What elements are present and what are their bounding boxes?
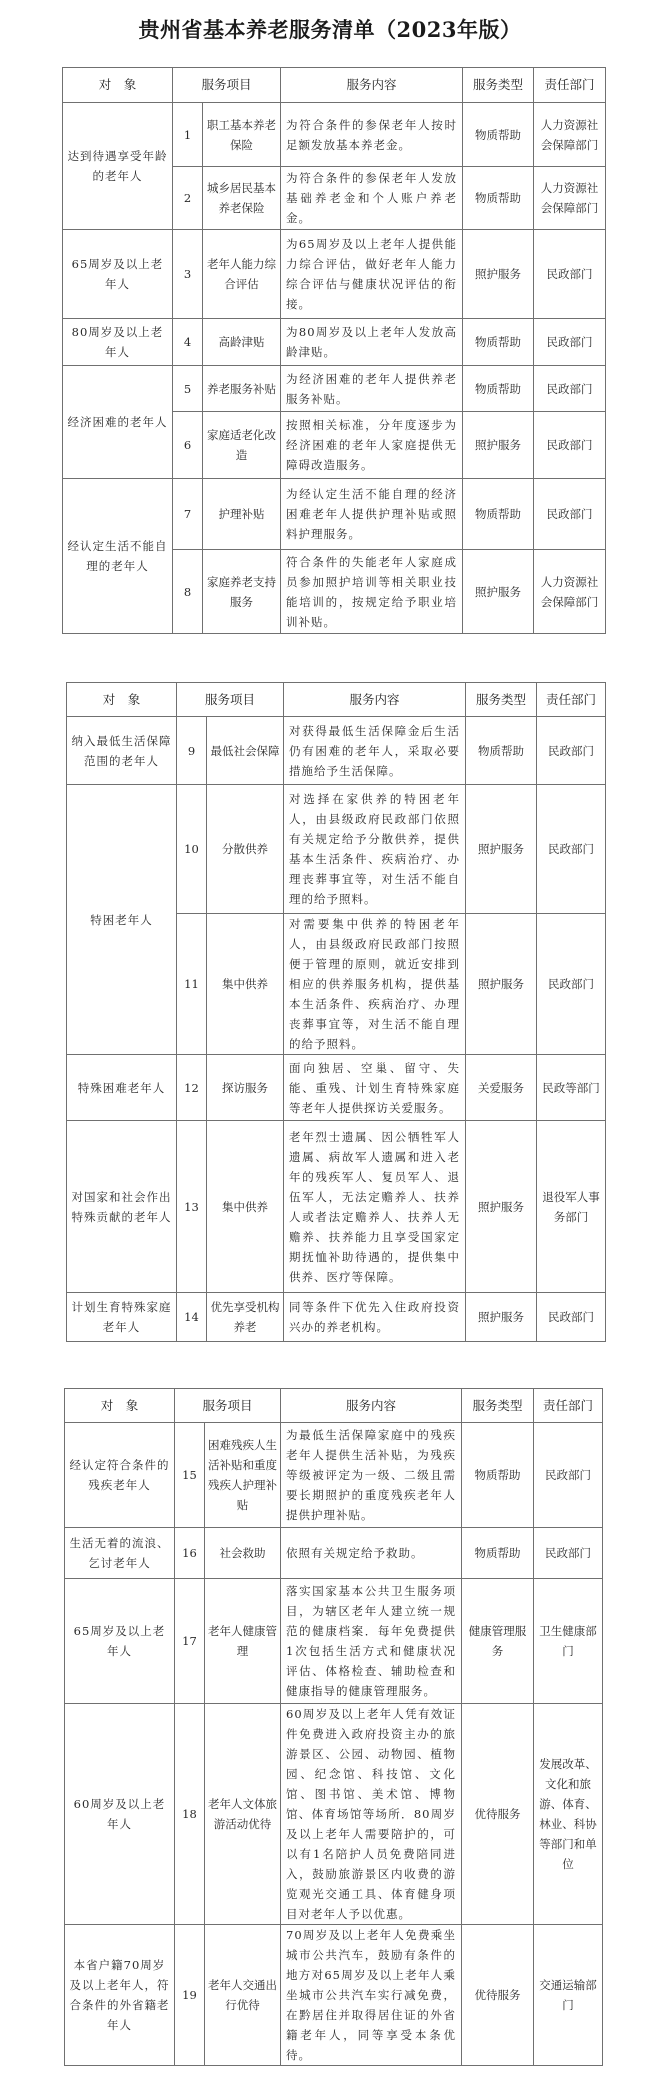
item-number: 9 xyxy=(177,717,207,785)
subject-cell: 对国家和社会作出特殊贡献的老年人 xyxy=(67,1121,177,1293)
item-name: 集中供养 xyxy=(207,1121,284,1293)
item-content: 对需要集中供养的特困老年人，由县级政府民政部门按照便于管理的原则，就近安排到相应的供养服务机构，提供基本生活条件、疾病治疗、办理丧葬事宜等，对生活不能自理的给予照料。 xyxy=(284,914,466,1055)
item-dept: 民政部门 xyxy=(537,785,606,914)
item-name: 老年人健康管理 xyxy=(205,1579,281,1704)
item-type: 物质帮助 xyxy=(462,1528,534,1579)
header-dept: 责任部门 xyxy=(534,68,606,103)
subject-cell: 生活无着的流浪、乞讨老年人 xyxy=(65,1528,175,1579)
item-number: 8 xyxy=(173,550,203,634)
item-number: 5 xyxy=(173,366,203,412)
item-content: 依照有关规定给予救助。 xyxy=(281,1528,462,1579)
item-dept: 人力资源社会保障部门 xyxy=(534,550,606,634)
item-name: 探访服务 xyxy=(207,1055,284,1121)
header-dept: 责任部门 xyxy=(534,1389,603,1423)
subject-cell: 经认定生活不能自理的老年人 xyxy=(63,479,173,634)
table-row xyxy=(63,103,606,167)
item-content: 为经认定生活不能自理的经济困难老年人提供护理补贴或照料护理服务。 xyxy=(281,479,463,550)
table-row xyxy=(67,717,606,785)
table-header-row xyxy=(63,68,606,103)
item-type: 关爱服务 xyxy=(466,1055,537,1121)
item-type: 照护服务 xyxy=(463,412,534,479)
item-content: 70周岁及以上老年人免费乘坐城市公共汽车，鼓励有条件的地方对65周岁及以上老年人乘坐城市公共汽车实行减免费，在黔居住并取得居住证的外省籍老年人，同等享受本条优待。 xyxy=(281,1925,462,2066)
item-name: 老年人文体旅游活动优待 xyxy=(205,1704,281,1925)
item-name: 老年人能力综合评估 xyxy=(203,230,281,319)
item-content: 对选择在家供养的特困老年人，由县级政府民政部门依照有关规定给予分散供养，提供基本生活条件、疾病治疗、办理丧葬事宜等，对生活不能自理的给予照料。 xyxy=(284,785,466,914)
item-dept: 民政等部门 xyxy=(537,1055,606,1121)
table-header-row xyxy=(65,1389,603,1423)
table-header-row xyxy=(67,683,606,717)
table-row xyxy=(63,479,606,550)
item-type: 物质帮助 xyxy=(463,103,534,167)
subject-cell: 80周岁及以上老年人 xyxy=(63,319,173,366)
item-name: 老年人交通出行优待 xyxy=(205,1925,281,2066)
item-type: 物质帮助 xyxy=(463,319,534,366)
item-dept: 退役军人事务部门 xyxy=(537,1121,606,1293)
item-dept: 民政部门 xyxy=(534,1423,603,1528)
header-type: 服务类型 xyxy=(466,683,537,717)
table-row xyxy=(67,1293,606,1342)
table-row xyxy=(65,1423,603,1528)
item-name: 养老服务补贴 xyxy=(203,366,281,412)
subject-cell: 特殊困难老年人 xyxy=(67,1055,177,1121)
item-number: 1 xyxy=(173,103,203,167)
table-row xyxy=(65,1528,603,1579)
table-row xyxy=(63,366,606,412)
page-title: 贵州省基本养老服务清单（2023年版） xyxy=(138,17,522,42)
item-name: 优先享受机构养老 xyxy=(207,1293,284,1342)
header-type: 服务类型 xyxy=(463,68,534,103)
item-number: 6 xyxy=(173,412,203,479)
item-content: 符合条件的失能老年人家庭成员参加照护培训等相关职业技能培训的，按规定给予职业培训补贴。 xyxy=(281,550,463,634)
item-name: 城乡居民基本养老保险 xyxy=(203,167,281,230)
table-row xyxy=(67,1055,606,1121)
item-type: 物质帮助 xyxy=(466,717,537,785)
item-dept: 民政部门 xyxy=(537,1293,606,1342)
item-content: 按照相关标准，分年度逐步为经济困难的老年人家庭提供无障碍改造服务。 xyxy=(281,412,463,479)
item-content: 同等条件下优先入住政府投资兴办的养老机构。 xyxy=(284,1293,466,1342)
subject-cell: 60周岁及以上老年人 xyxy=(65,1704,175,1925)
header-item: 服务项目 xyxy=(175,1389,281,1423)
header-subject: 对 象 xyxy=(67,683,177,717)
item-number: 13 xyxy=(177,1121,207,1293)
subject-cell: 计划生育特殊家庭老年人 xyxy=(67,1293,177,1342)
item-type: 物质帮助 xyxy=(463,479,534,550)
item-type: 照护服务 xyxy=(466,1293,537,1342)
header-dept: 责任部门 xyxy=(537,683,606,717)
header-content: 服务内容 xyxy=(281,68,463,103)
item-dept: 人力资源社会保障部门 xyxy=(534,103,606,167)
item-name: 职工基本养老保险 xyxy=(203,103,281,167)
subject-cell: 本省户籍70周岁及以上老年人，符合条件的外省籍老年人 xyxy=(65,1925,175,2066)
item-content: 60周岁及以上老年人凭有效证件免费进入政府投资主办的旅游景区、公园、动物园、植物园、纪念馆、科技馆、文化馆、图书馆、美术馆、博物馆、体育场馆等场所．80周岁及以上老年人需要陪护的，可以有1名陪护人员免费陪同进入，鼓励旅游景区内收费的游览观光交通工具、体育健身项目对老年人予以优惠。 xyxy=(281,1704,462,1925)
item-content: 老年烈士遗属、因公牺牲军人遗属、病故军人遗属和进入老年的残疾军人、复员军人、退伍军人，无法定赡养人、扶养人或者法定赡养人、扶养人无赡养、扶养能力且享受国家定期抚恤补助待遇的，提供集中供养、医疗等保障。 xyxy=(284,1121,466,1293)
header-item: 服务项目 xyxy=(173,68,281,103)
header-content: 服务内容 xyxy=(281,1389,462,1423)
item-number: 17 xyxy=(175,1579,205,1704)
item-name: 困难残疾人生活补贴和重度残疾人护理补贴 xyxy=(205,1423,281,1528)
item-content: 面向独居、空巢、留守、失能、重残、计划生育特殊家庭等老年人提供探访关爱服务。 xyxy=(284,1055,466,1121)
item-content: 对获得最低生活保障金后生活仍有困难的老年人，采取必要措施给予生活保障。 xyxy=(284,717,466,785)
item-content: 为65周岁及以上老年人提供能力综合评估，做好老年人能力综合评估与健康状况评估的衔接。 xyxy=(281,230,463,319)
item-dept: 交通运输部门 xyxy=(534,1925,603,2066)
item-content: 为80周岁及以上老年人发放高龄津贴。 xyxy=(281,319,463,366)
subject-cell: 纳入最低生活保障范围的老年人 xyxy=(67,717,177,785)
service-table-2 xyxy=(66,682,606,1342)
item-type: 优待服务 xyxy=(462,1925,534,2066)
item-dept: 民政部门 xyxy=(537,717,606,785)
item-name: 家庭适老化改造 xyxy=(203,412,281,479)
item-number: 16 xyxy=(175,1528,205,1579)
item-dept: 民政部门 xyxy=(534,319,606,366)
item-dept: 人力资源社会保障部门 xyxy=(534,167,606,230)
subject-cell: 经济困难的老年人 xyxy=(63,366,173,479)
item-dept: 卫生健康部门 xyxy=(534,1579,603,1704)
header-subject: 对 象 xyxy=(63,68,173,103)
item-dept: 民政部门 xyxy=(537,914,606,1055)
table-row xyxy=(65,1579,603,1704)
subject-cell: 经认定符合条件的残疾老年人 xyxy=(65,1423,175,1528)
item-dept: 民政部门 xyxy=(534,412,606,479)
item-type: 健康管理服务 xyxy=(462,1579,534,1704)
item-dept: 民政部门 xyxy=(534,366,606,412)
subject-cell: 达到待遇享受年龄的老年人 xyxy=(63,103,173,230)
item-dept: 民政部门 xyxy=(534,479,606,550)
subject-cell: 特困老年人 xyxy=(67,785,177,1055)
item-content: 落实国家基本公共卫生服务项目，为辖区老年人建立统一规范的健康档案．每年免费提供1次包括生活方式和健康状况评估、体格检查、辅助检查和健康指导的健康管理服务。 xyxy=(281,1579,462,1704)
item-type: 物质帮助 xyxy=(463,167,534,230)
item-type: 照护服务 xyxy=(466,914,537,1055)
item-type: 照护服务 xyxy=(466,785,537,914)
item-type: 物质帮助 xyxy=(463,366,534,412)
item-number: 15 xyxy=(175,1423,205,1528)
item-number: 10 xyxy=(177,785,207,914)
item-dept: 民政部门 xyxy=(534,230,606,319)
table-row xyxy=(65,1925,603,2066)
item-content: 为符合条件的参保老年人发放基础养老金和个人账户养老金。 xyxy=(281,167,463,230)
subject-cell: 65周岁及以上老年人 xyxy=(65,1579,175,1704)
item-number: 2 xyxy=(173,167,203,230)
item-number: 12 xyxy=(177,1055,207,1121)
item-number: 19 xyxy=(175,1925,205,2066)
header-subject: 对 象 xyxy=(65,1389,175,1423)
item-dept: 民政部门 xyxy=(534,1528,603,1579)
item-name: 护理补贴 xyxy=(203,479,281,550)
item-type: 优待服务 xyxy=(462,1704,534,1925)
table-row xyxy=(63,230,606,319)
item-content: 为最低生活保障家庭中的残疾老年人提供生活补贴，为残疾等级被评定为一级、二级且需要长期照护的重度残疾老年人提供护理补贴。 xyxy=(281,1423,462,1528)
item-name: 集中供养 xyxy=(207,914,284,1055)
table-row xyxy=(67,785,606,914)
item-name: 社会救助 xyxy=(205,1528,281,1579)
header-type: 服务类型 xyxy=(462,1389,534,1423)
table-row xyxy=(65,1704,603,1925)
item-type: 照护服务 xyxy=(463,550,534,634)
subject-cell: 65周岁及以上老年人 xyxy=(63,230,173,319)
service-table-3 xyxy=(64,1388,603,2066)
item-number: 18 xyxy=(175,1704,205,1925)
item-number: 4 xyxy=(173,319,203,366)
item-name: 高龄津贴 xyxy=(203,319,281,366)
item-dept: 发展改革、文化和旅游、体育、林业、科协等部门和单位 xyxy=(534,1704,603,1925)
item-content: 为符合条件的参保老年人按时足额发放基本养老金。 xyxy=(281,103,463,167)
item-type: 照护服务 xyxy=(466,1121,537,1293)
item-number: 11 xyxy=(177,914,207,1055)
item-content: 为经济困难的老年人提供养老服务补贴。 xyxy=(281,366,463,412)
table-row xyxy=(67,1121,606,1293)
item-number: 14 xyxy=(177,1293,207,1342)
table-row xyxy=(63,319,606,366)
item-name: 最低社会保障 xyxy=(207,717,284,785)
item-number: 3 xyxy=(173,230,203,319)
item-name: 家庭养老支持服务 xyxy=(203,550,281,634)
item-name: 分散供养 xyxy=(207,785,284,914)
header-item: 服务项目 xyxy=(177,683,284,717)
header-content: 服务内容 xyxy=(284,683,466,717)
service-table-1 xyxy=(62,67,606,634)
item-number: 7 xyxy=(173,479,203,550)
item-type: 物质帮助 xyxy=(462,1423,534,1528)
item-type: 照护服务 xyxy=(463,230,534,319)
